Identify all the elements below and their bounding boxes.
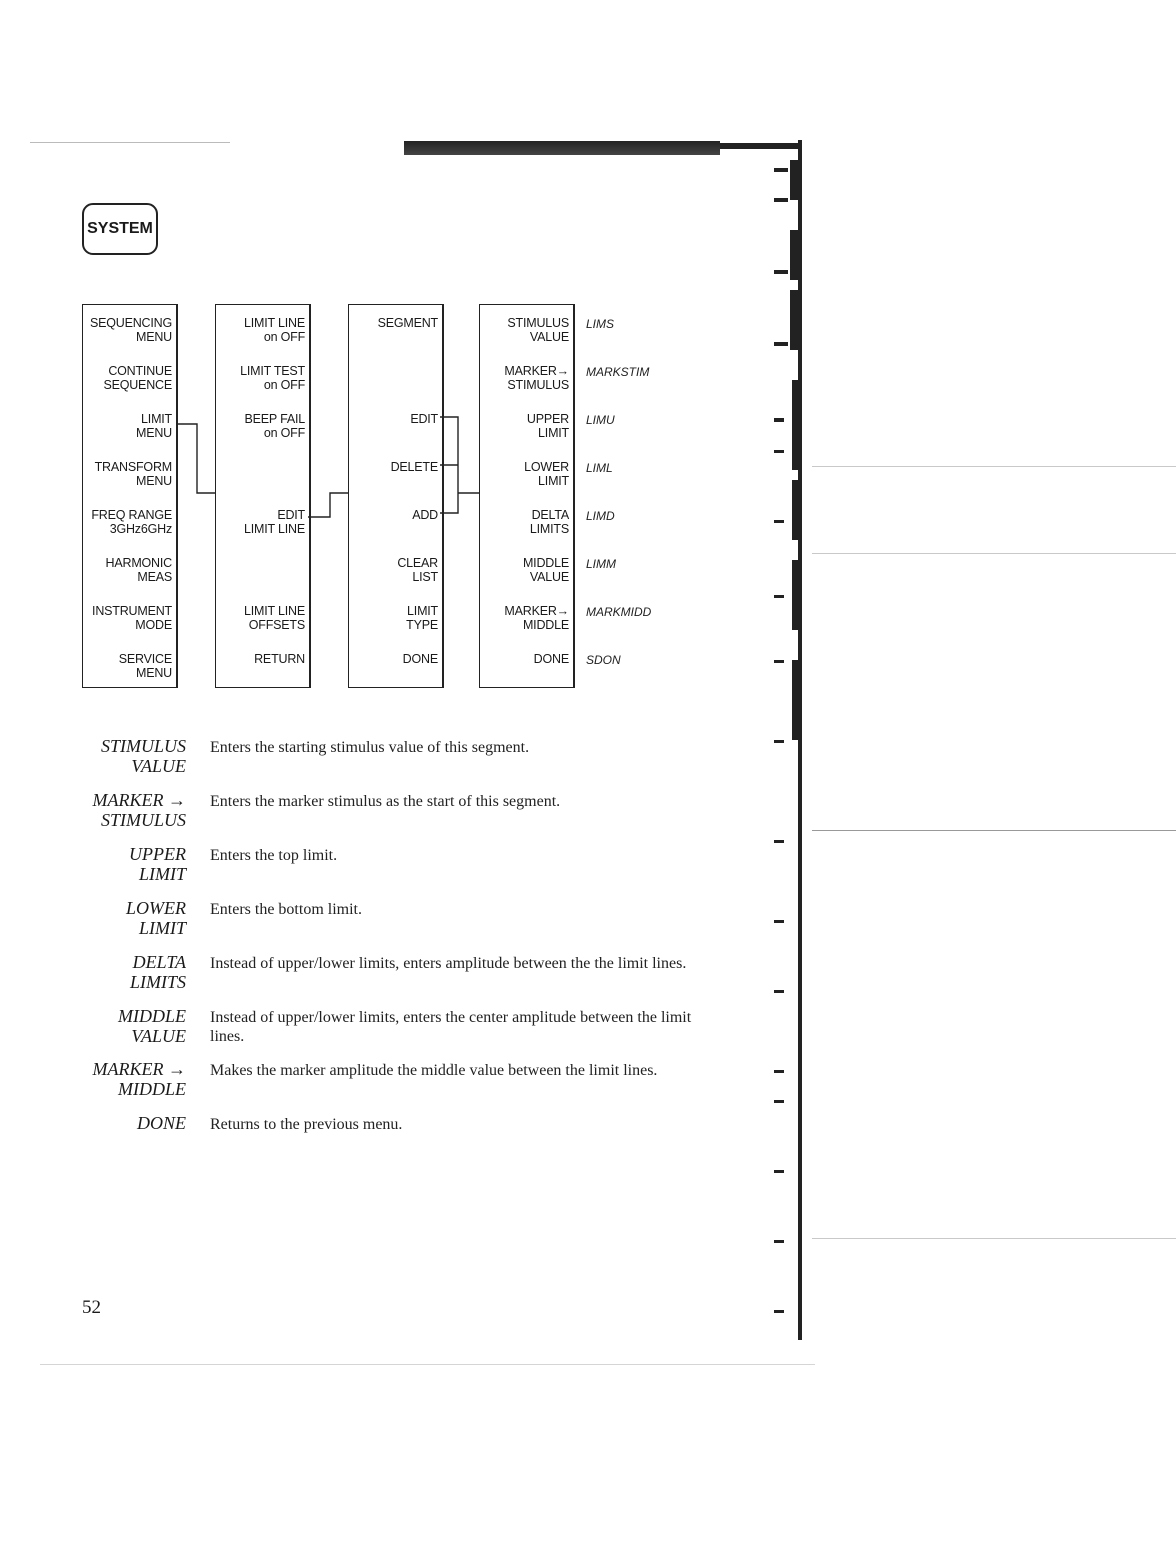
desc-text-done: Returns to the previous menu. — [210, 1116, 403, 1133]
system-key: SYSTEM — [82, 203, 158, 255]
scan-line-1 — [812, 466, 1176, 467]
desc-key-delta-limits: DELTA LIMITS — [129, 952, 186, 992]
softkey-lower-limit[interactable]: LOWER LIMIT — [524, 460, 569, 488]
binding-edge-artifact — [760, 140, 820, 1370]
header-bar — [404, 141, 720, 155]
scan-line-4 — [812, 1238, 1176, 1239]
softkey-beep-fail[interactable]: BEEP FAIL on OFF — [244, 412, 305, 440]
softkey-limit-menu[interactable]: LIMIT MENU — [135, 412, 172, 440]
menu-segment-entry — [479, 304, 575, 688]
desc-text-middle-value: Instead of upper/lower limits, enters the center amplitude between the limit lines. — [210, 1009, 692, 1045]
softkey-limit-line[interactable]: LIMIT LINE on OFF — [244, 316, 305, 344]
softkey-delta-limits[interactable]: DELTA LIMITS — [529, 508, 569, 536]
softkey-limit-test[interactable]: LIMIT TEST on OFF — [240, 364, 305, 392]
softkey-marker-middle[interactable]: MARKER→ MIDDLE — [504, 604, 569, 632]
desc-text-delta-limits: Instead of upper/lower limits, enters amplitude between the the limit lines. — [210, 955, 687, 972]
desc-text-upper-limit: Enters the top limit. — [210, 847, 338, 864]
softkey-return[interactable]: RETURN — [254, 652, 305, 666]
desc-text-lower-limit: Enters the bottom limit. — [210, 901, 362, 918]
scan-line-bottom — [40, 1364, 815, 1365]
softkey-continue-sequence[interactable]: CONTINUE SEQUENCE — [103, 364, 172, 392]
desc-key-done: DONE — [137, 1113, 186, 1133]
softkey-edit-limit-line[interactable]: EDIT LIMIT LINE — [244, 508, 305, 536]
remote-command-markmidd: MARKMIDD — [586, 605, 652, 619]
softkey-done-edit[interactable]: DONE — [402, 652, 438, 666]
header-faint-rule — [30, 142, 230, 143]
menu-edit-limit — [348, 304, 444, 688]
softkey-limit-type[interactable]: LIMIT TYPE — [406, 604, 438, 632]
softkey-done-segment[interactable]: DONE — [533, 652, 569, 666]
softkey-stimulus-value[interactable]: STIMULUS VALUE — [507, 316, 569, 344]
remote-command-liml: LIML — [586, 461, 613, 475]
desc-text-marker-stimulus: Enters the marker stimulus as the start of this segment. — [210, 793, 561, 810]
page-number: 52 — [82, 1297, 101, 1318]
softkey-middle-value[interactable]: MIDDLE VALUE — [522, 556, 569, 584]
softkey-edit[interactable]: EDIT — [410, 412, 438, 426]
desc-key-marker-stimulus: MARKER → STIMULUS — [92, 790, 186, 830]
desc-key-upper-limit: UPPER LIMIT — [129, 844, 186, 884]
desc-key-stimulus-value: STIMULUS VALUE — [100, 736, 186, 776]
scan-line-3 — [812, 830, 1176, 831]
menu-limit — [215, 304, 311, 688]
remote-command-limm: LIMM — [586, 557, 616, 571]
softkey-freq-range[interactable]: FREQ RANGE 3GHz6GHz — [91, 508, 172, 536]
softkey-limit-line-offsets[interactable]: LIMIT LINE OFFSETS — [244, 604, 305, 632]
softkey-upper-limit[interactable]: UPPER LIMIT — [526, 412, 569, 440]
softkey-harmonic-meas[interactable]: HARMONIC MEAS — [105, 556, 172, 584]
desc-text-marker-middle: Makes the marker amplitude the middle value between the limit lines. — [210, 1062, 658, 1079]
remote-command-markstim: MARKSTIM — [586, 365, 650, 379]
remote-command-limd: LIMD — [586, 509, 615, 523]
softkey-delete[interactable]: DELETE — [390, 460, 438, 474]
scan-line-2 — [812, 553, 1176, 554]
desc-text-stimulus-value: Enters the starting stimulus value of this segment. — [210, 739, 530, 756]
softkey-marker-stimulus[interactable]: MARKER→ STIMULUS — [504, 364, 569, 392]
softkey-transform-menu[interactable]: TRANSFORM MENU — [94, 460, 172, 488]
remote-command-lims: LIMS — [586, 317, 615, 331]
desc-key-lower-limit: LOWER LIMIT — [126, 898, 186, 938]
softkey-service-menu[interactable]: SERVICE MENU — [118, 652, 172, 680]
softkey-sequencing-menu[interactable]: SEQUENCING MENU — [89, 316, 172, 344]
desc-key-marker-middle: MARKER → MIDDLE — [92, 1059, 186, 1099]
menu-system — [82, 304, 178, 688]
softkey-segment[interactable]: SEGMENT — [377, 316, 438, 330]
softkey-clear-list[interactable]: CLEAR LIST — [397, 556, 438, 584]
softkey-instrument-mode[interactable]: INSTRUMENT MODE — [92, 604, 172, 632]
remote-command-sdon: SDON — [586, 653, 621, 667]
desc-key-middle-value: MIDDLE VALUE — [118, 1006, 186, 1046]
softkey-add[interactable]: ADD — [412, 508, 438, 522]
remote-command-limu: LIMU — [586, 413, 615, 427]
